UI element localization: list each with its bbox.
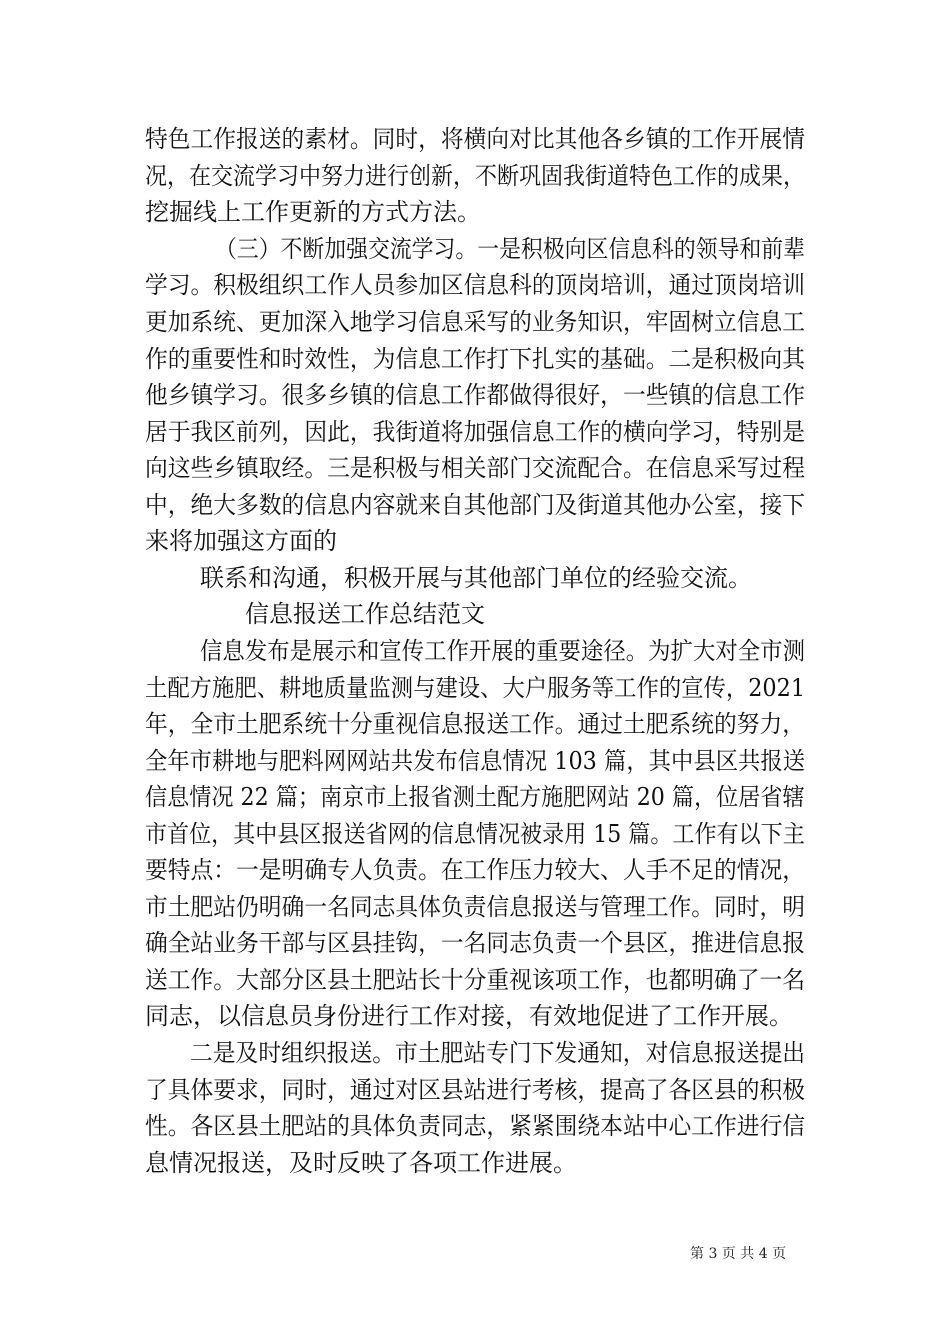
paragraph-line: 同志，以信息员身份进行工作对接，有效地促进了工作开展。 xyxy=(145,1002,793,1030)
paragraph-line: 特色工作报送的素材。同时，将横向对比其他各乡镇的工作开展情 xyxy=(145,125,806,153)
paragraph-line: 要特点：一是明确专人负责。在工作压力较大、人手不足的情况， xyxy=(145,856,806,884)
paragraph-line: 他乡镇学习。很多乡镇的信息工作都做得很好，一些镇的信息工作 xyxy=(145,381,806,409)
paragraph-line: 市土肥站仍明确一名同志具体负责信息报送与管理工作。同时，明 xyxy=(145,893,806,921)
paragraph-line: 联系和沟通，积极开展与其他部门单位的经验交流。 xyxy=(200,564,752,592)
paragraph-line: 居于我区前列，因此，我街道将加强信息工作的横向学习，特别是 xyxy=(145,418,806,446)
paragraph-line: 来将加强这方面的 xyxy=(145,527,337,555)
paragraph-line: 况，在交流学习中努力进行创新，不断巩固我街道特色工作的成果， xyxy=(145,162,806,190)
paragraph-line: 学习。积极组织工作人员参加区信息科的顶岗培训，通过顶岗培训 xyxy=(145,271,806,299)
paragraph-line: 送工作。大部分区县土肥站长十分重视该项工作，也都明确了一名 xyxy=(145,966,806,994)
paragraph-line: 挖掘线上工作更新的方式方法。 xyxy=(145,198,481,226)
paragraph-line: 市首位，其中县区报送省网的信息情况被录用 15 篇。工作有以下主 xyxy=(145,820,805,848)
page-number: 第 3 页 共 4 页 xyxy=(690,1246,787,1262)
paragraph-line: 向这些乡镇取经。三是积极与相关部门交流配合。在信息采写过程 xyxy=(145,454,806,482)
paragraph-line: 全年市耕地与肥料网网站共发布信息情况 103 篇，其中县区共报送 xyxy=(145,747,806,775)
paragraph-line: 信息情况 22 篇；南京市上报省测土配方施肥网站 20 篇，位居省辖 xyxy=(145,783,805,811)
section-heading: 信息报送工作总结范文 xyxy=(245,600,485,628)
paragraph-line: 作的重要性和时效性，为信息工作打下扎实的基础。二是积极向其 xyxy=(145,345,806,373)
paragraph-line: 了具体要求，同时，通过对区县站进行考核，提高了各区县的积极 xyxy=(145,1076,806,1104)
paragraph-line: 年，全市土肥系统十分重视信息报送工作。通过土肥系统的努力， xyxy=(145,710,806,738)
paragraph-line: （三）不断加强交流学习。一是积极向区信息科的领导和前辈 xyxy=(215,235,806,263)
paragraph-line: 确全站业务干部与区县挂钩，一名同志负责一个县区，推进信息报 xyxy=(145,929,806,957)
paragraph-line: 二是及时组织报送。市土肥站专门下发通知，对信息报送提出 xyxy=(190,1039,806,1067)
paragraph-line: 中，绝大多数的信息内容就来自其他部门及街道其他办公室，接下 xyxy=(145,491,806,519)
paragraph-line: 更加系统、更加深入地学习信息采写的业务知识，牢固树立信息工 xyxy=(145,308,806,336)
paragraph-line: 性。各区县土肥站的具体负责同志，紧紧围绕本站中心工作进行信 xyxy=(145,1112,806,1140)
paragraph-line: 土配方施肥、耕地质量监测与建设、大户服务等工作的宣传，2021 xyxy=(145,674,806,702)
paragraph-line: 息情况报送，及时反映了各项工作进展。 xyxy=(145,1149,577,1177)
paragraph-line: 信息发布是展示和宣传工作开展的重要途径。为扩大对全市测 xyxy=(200,637,805,665)
